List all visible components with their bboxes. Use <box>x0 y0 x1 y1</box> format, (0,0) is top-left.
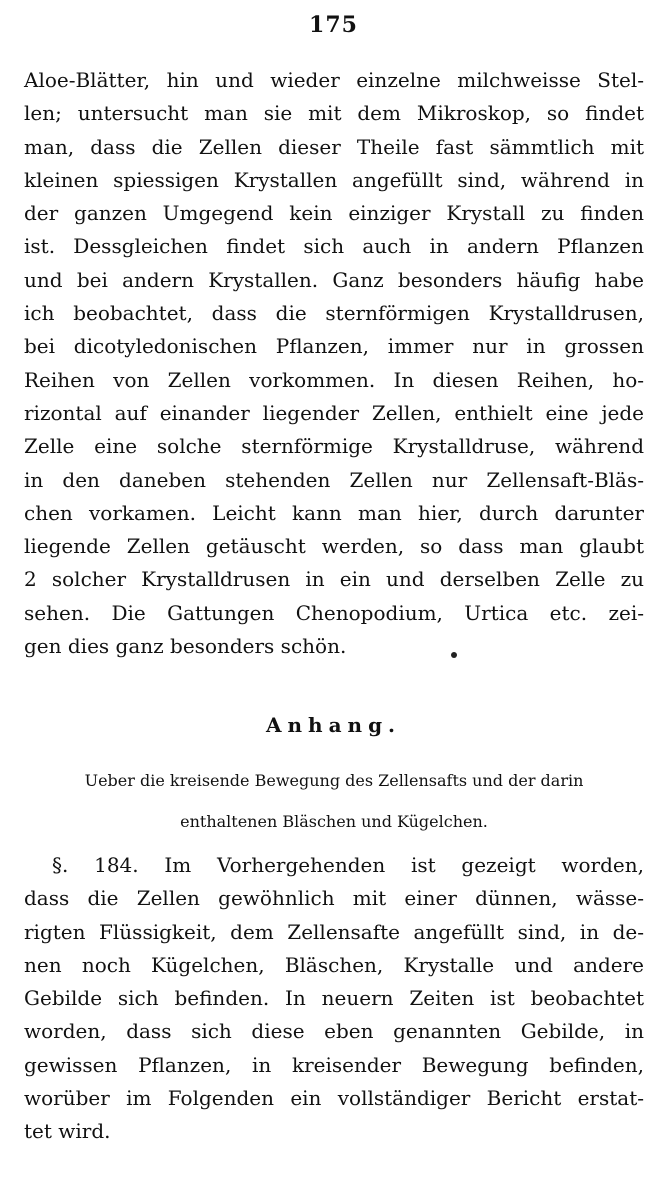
text-line: tet wird. <box>24 1119 111 1144</box>
text-line: gen dies ganz besonders schön. <box>24 634 347 659</box>
text-line: ich beobachtet, dass die sternförmigen Krystalldrusen, <box>24 301 644 326</box>
text-line: in den daneben stehenden Zellen nur Zellensaft-Bläs- <box>24 467 644 492</box>
text-line: gewissen Pflanzen, in kreisender Bewegung befinden, <box>24 1052 644 1077</box>
paragraph-crystals <box>24 64 644 663</box>
text-line: nen noch Kügelchen, Bläschen, Krystalle und andere <box>24 952 644 977</box>
text-line: worden, dass sich diese eben genannten Gebilde, in <box>24 1019 644 1044</box>
text-line: 2 solcher Krystalldrusen in ein und derselben Zelle zu <box>24 567 644 592</box>
page-number: 175 <box>309 12 358 38</box>
text-line: Zelle eine solche sternförmige Krystalldruse, während <box>24 434 644 459</box>
text-line: und bei andern Krystallen. Ganz besonders häufig habe <box>24 267 644 292</box>
appendix-subtitle-line-2: enthaltenen Bläschen und Kügelchen. <box>180 812 488 831</box>
text-line: Aloe-Blätter, hin und wieder einzelne milchweisse Stel- <box>24 68 644 92</box>
appendix-subtitle-line-1: Ueber die kreisende Bewegung des Zellensafts und der darin <box>84 771 584 790</box>
text-line: der ganzen Umgegend kein einziger Krystall zu finden <box>24 201 644 226</box>
text-line: rizontal auf einander liegender Zellen, enthielt eine jede <box>24 400 644 425</box>
text-line: kleinen spiessigen Krystallen angefüllt sind, während in <box>24 167 644 192</box>
text-line: Reihen von Zellen vorkommen. In diesen Reihen, ho- <box>24 367 644 392</box>
text-line: rigten Flüssigkeit, dem Zellensafte angefüllt sind, in de- <box>24 919 644 944</box>
text-line: ist. Dessgleichen findet sich auch in andern Pflanzen <box>24 234 644 259</box>
text-line: §. 184. Im Vorhergehenden ist gezeigt worden, <box>52 853 644 877</box>
appendix-heading: Anhang. <box>265 713 402 737</box>
ink-speck <box>451 652 457 658</box>
text-line: chen vorkamen. Leicht kann man hier, durch darunter <box>24 500 644 525</box>
text-line: dass die Zellen gewöhnlich mit einer dünnen, wässe- <box>24 886 644 911</box>
text-line: len; untersucht man sie mit dem Mikroskop, so findet <box>24 101 644 126</box>
text-line: worüber im Folgenden ein vollständiger Bericht erstat- <box>24 1086 644 1111</box>
text-line: bei dicotyledonischen Pflanzen, immer nur in grossen <box>24 334 644 359</box>
text-line: sehen. Die Gattungen Chenopodium, Urtica etc. zei- <box>24 600 644 625</box>
text-line: Gebilde sich befinden. In neuern Zeiten ist beobachtet <box>24 986 644 1011</box>
paragraph-section-184 <box>24 849 644 1149</box>
text-line: man, dass die Zellen dieser Theile fast sämmtlich mit <box>24 134 644 159</box>
text-line: liegende Zellen getäuscht werden, so dass man glaubt <box>24 534 644 559</box>
